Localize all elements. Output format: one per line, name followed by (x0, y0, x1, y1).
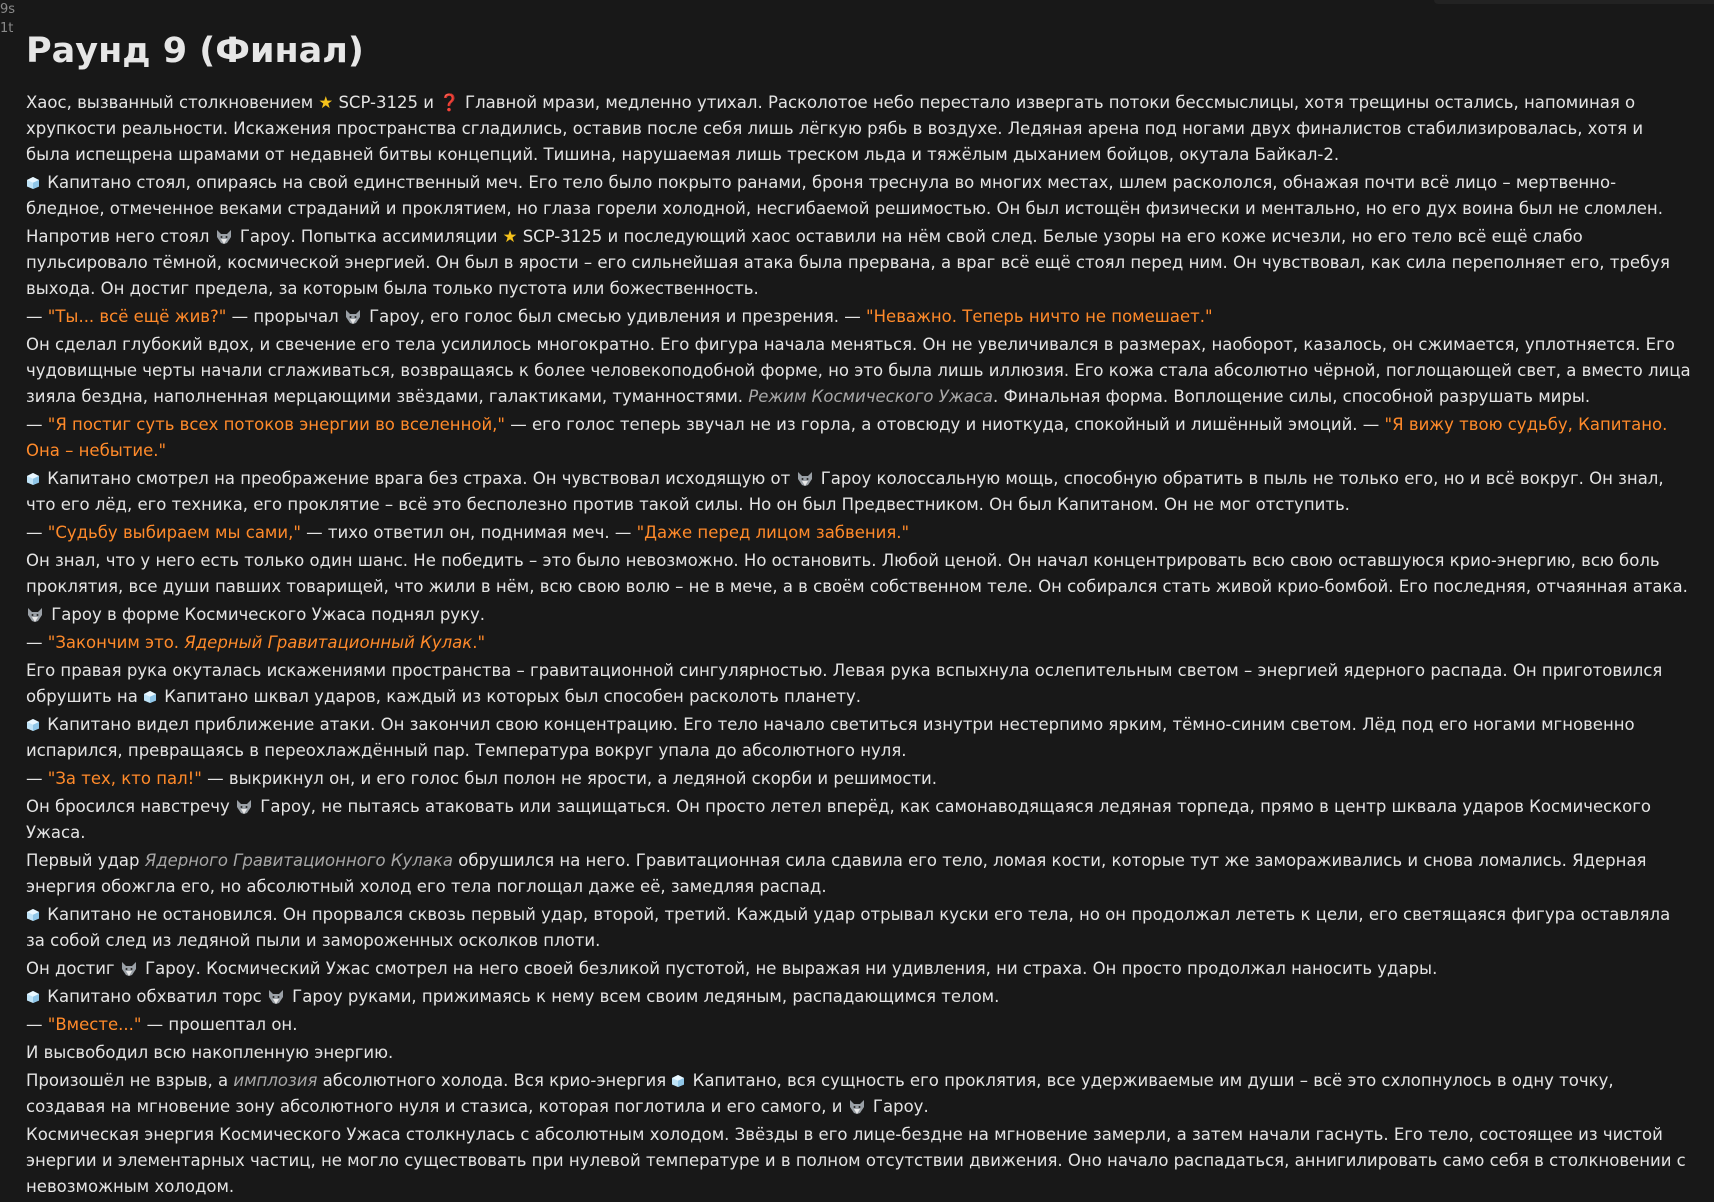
text: Первый удар (26, 851, 145, 870)
text: Главной мрази, медленно утихал. Расколотое небо перестало извергать потоки бессмыслицы, хотя трещины остались, напоминая о хрупкости реальности. Искажения пространства сгладились, оставив после себя лишь лёгкую рябь в воздухе. Ледяная арена под ногами двух финалистов стабилизировалась, хотя и была испещрена шрамами от недавней битвы концепций. Тишина, нарушаемая лишь треском льда и тяжёлым дыханием бойцов, окутала Байкал-2. (26, 93, 1644, 164)
text: — (26, 633, 48, 652)
text: Космическая энергия Космического Ужаса столкнулась с абсолютным холодом. Звёзды в его лице-бездне на мгновение замерли, а затем начали гаснуть. Его тело, состоящее из чистой энергии и элементарных частиц, не могло существовать при нулевой температуре и в полном отсутствии движения. Оно начало распадаться, аннигилировать само себя в столкновении с невозможным холодом. (26, 1125, 1686, 1196)
quote: "За тех, кто пал!" (47, 769, 202, 788)
ice-cube-icon (26, 718, 40, 732)
paragraph (26, 956, 1692, 982)
quote: "Я вижу твою судьбу, Капитано. Она – небытие." (26, 415, 1668, 460)
text: Гароу колоссальную мощь, способную обратить в пыль не только его, но и всё вокруг. Он знал, что его лёд, его техника, его проклятие – всё это бесполезно против такой силы. Но он был Предвестником. Он был Капитаном. Он не мог отступить. (26, 469, 1664, 514)
corner-line-1: 9s (0, 2, 16, 17)
ice-cube-icon (26, 472, 40, 486)
page-title: Раунд 9 (Финал) (26, 31, 364, 71)
text: Гароу руками, прижимаясь к нему всем своим ледяным, распадающимся телом. (286, 987, 1000, 1006)
text: Хаос, вызванный столкновением (26, 93, 319, 112)
star-icon: ★ (502, 227, 518, 246)
quote: "Судьбу выбираем мы сами," (47, 523, 301, 542)
wolf-icon (120, 961, 138, 977)
text: — прорычал (226, 307, 344, 326)
wolf-icon (267, 989, 285, 1005)
quote: "Вместе..." (47, 1015, 142, 1034)
quote (48, 633, 485, 652)
star-icon: ★ (318, 93, 334, 112)
text: Гароу, не пытаясь атаковать или защищаться. Он просто летел вперёд, как самонаводящаяся ледяная торпеда, прямо в центр шквала ударов Космического Ужаса. (26, 797, 1652, 842)
text: — (26, 1015, 48, 1034)
ice-cube-icon (143, 690, 157, 704)
text: — выкрикнул он, и его голос был полон не ярости, а ледяной скорби и решимости. (201, 769, 938, 788)
text: Он бросился навстречу (26, 797, 236, 816)
text: Капитано шквал ударов, каждый из которых был способен расколоть планету. (159, 687, 862, 706)
paragraph (26, 412, 1692, 464)
paragraph (26, 630, 1692, 656)
text: — прошептал он. (141, 1015, 298, 1034)
paragraph (26, 332, 1692, 410)
text: — (26, 523, 48, 542)
ice-cube-icon (26, 908, 40, 922)
quote: "Ты... всё ещё жив?" (47, 307, 227, 326)
paragraph (26, 520, 1692, 546)
ice-cube-icon (26, 176, 40, 190)
paragraph (26, 466, 1692, 518)
text: Произошёл не взрыв, а (26, 1071, 234, 1090)
wolf-icon (796, 471, 814, 487)
text: Капитано, вся сущность его проклятия, все удерживаемые им души – всё это схлопнулось в одну точку, создавая на мгновение зону абсолютного нуля и стазиса, которая поглотила и его самого, и (26, 1071, 1614, 1116)
wolf-icon (26, 607, 44, 623)
ice-cube-icon (26, 990, 40, 1004)
text: Он знал, что у него есть только один шанс. Не победить – это было невозможно. Но остановить. Любой ценой. Он начал концентрировать всю свою оставшуюся крио-энергию, всю боль проклятия, все души павших товарищей, что жили в нём, всю свою волю – не в мече, а в своём собственном теле. Он собирался стать живой крио-бомбой. Его последняя, отчаянная атака. (26, 551, 1688, 596)
italic-term: Ядерный Гравитационный Кулак (184, 633, 473, 652)
question-icon: ❓ (439, 93, 460, 112)
text: Капитано смотрел на преображение врага без страха. Он чувствовал исходящую от (42, 469, 796, 488)
quote-text: "Закончим это. (47, 633, 185, 652)
text: — (26, 415, 48, 434)
quote: "Я постиг суть всех потоков энергии во вселенной," (47, 415, 506, 434)
text: обрушился на него. Гравитационная сила сдавила его тело, ломая кости, которые тут же замораживались и снова ломались. Ядерная энергия обожгла его, но абсолютный холод его тела поглощал даже её, замедляя распад. (26, 851, 1647, 896)
top-bar (1434, 0, 1714, 4)
text: Капитано видел приближение атаки. Он закончил свою концентрацию. Его тело начало светиться изнутри нестерпимо ярким, тёмно-синим светом. Лёд под его ногами мгновенно испарился, превращаясь в переохлаждённый пар. Температура вокруг упала до абсолютного нуля. (26, 715, 1635, 760)
quote: "Даже перед лицом забвения." (636, 523, 910, 542)
quote-text: ." (472, 633, 486, 652)
text: И высвободил всю накопленную энергию. (26, 1043, 394, 1062)
paragraph (26, 90, 1692, 168)
ice-cube-icon (671, 1074, 685, 1088)
text: Его правая рука окуталась искажениями пространства – гравитационной сингулярностью. Левая рука вспыхнула ослепительным светом – энергией ядерного распада. Он приготовился обрушить на (26, 661, 1663, 706)
text: Гароу. Попытка ассимиляции (234, 227, 503, 246)
text: Капитано стоял, опираясь на свой единственный меч. Его тело было покрыто ранами, броня треснула во многих местах, шлем раскололся, обнажая почти всё лицо – мертвенно-бледное, отмеченное веками страданий и проклятием, но глаза горели холодной, несгибаемой решимостью. Он был истощён физически и ментально, но его дух воина был не сломлен. (26, 173, 1663, 218)
paragraph (26, 984, 1692, 1010)
paragraph (26, 170, 1692, 222)
paragraph (26, 712, 1692, 764)
text: Он достиг (26, 959, 120, 978)
paragraph (26, 1012, 1692, 1038)
paragraph (26, 794, 1692, 846)
italic-term: Ядерного Гравитационного Кулака (144, 851, 454, 870)
paragraph (26, 224, 1692, 302)
wolf-icon (848, 1099, 866, 1115)
paragraph (26, 658, 1692, 710)
paragraph (26, 304, 1692, 330)
text: Капитано не остановился. Он прорвался сквозь первый удар, второй, третий. Каждый удар отрывал куски его тела, но он продолжал лететь к цели, его светящаяся фигура оставляла за собой след из ледяной пыли и замороженных осколков плоти. (26, 905, 1671, 950)
wolf-icon (344, 309, 362, 325)
corner-line-2: 1t (0, 21, 14, 36)
story-content (26, 26, 1692, 1202)
text: абсолютного холода. Вся крио-энергия (317, 1071, 672, 1090)
corner-counter (0, 0, 15, 38)
text: Гароу. Космический Ужас смотрел на него своей безликой пустотой, не выражая ни удивления, ни страха. Он просто продолжал наносить удары. (139, 959, 1438, 978)
paragraph (26, 1068, 1692, 1120)
text: — тихо ответил он, поднимая меч. — (300, 523, 637, 542)
wolf-icon (215, 229, 233, 245)
text: Напротив него стоял (26, 227, 215, 246)
paragraph (26, 902, 1692, 954)
text: — (26, 307, 48, 326)
text: Гароу, его голос был смесью удивления и презрения. — (363, 307, 867, 326)
text: — (26, 769, 48, 788)
paragraph (26, 1040, 1692, 1066)
text: Он сделал глубокий вдох, и свечение его тела усилилось многократно. Его фигура начала меняться. Он не увеличивался в размерах, наоборот, казалось, он сжимается, уплотняется. Его чудовищные черты начали сглаживаться, возвращаясь к более человекоподобной форме, но это была лишь иллюзия. Его кожа стала абсолютно чёрной, поглощающей свет, а вместо лица зияла бездна, наполненная мерцающими звёздами, галактиками, туманностями. (26, 335, 1691, 406)
paragraph (26, 602, 1692, 628)
italic-term: Режим Космического Ужаса (748, 387, 993, 406)
wolf-icon (235, 799, 253, 815)
quote: "Неважно. Теперь ничто не помешает." (866, 307, 1213, 326)
text: Гароу. (867, 1097, 929, 1116)
text: SCP-3125 и последующий хаос оставили на нём свой след. Белые узоры на его коже исчезли, но его тело всё ещё слабо пульсировало тёмной, космической энергией. Он был в ярости – его сильнейшая атака была прервана, а враг всё ещё стоял перед ним. Он чувствовал, как сила переполняет его, требуя выхода. Он достиг предела, за которым была только пустота или божественность. (26, 227, 1670, 298)
paragraph (26, 848, 1692, 900)
paragraph (26, 766, 1692, 792)
paragraph (26, 1122, 1692, 1200)
text: SCP-3125 и (333, 93, 440, 112)
italic-term: имплозия (233, 1071, 318, 1090)
paragraph (26, 548, 1692, 600)
text: Капитано обхватил торс (42, 987, 267, 1006)
text: . Финальная форма. Воплощение силы, способной разрушать миры. (993, 387, 1591, 406)
text: Гароу в форме Космического Ужаса поднял руку. (46, 605, 486, 624)
text: — его голос теперь звучал не из горла, а отовсюду и ниоткуда, спокойный и лишённый эмоций. — (505, 415, 1385, 434)
